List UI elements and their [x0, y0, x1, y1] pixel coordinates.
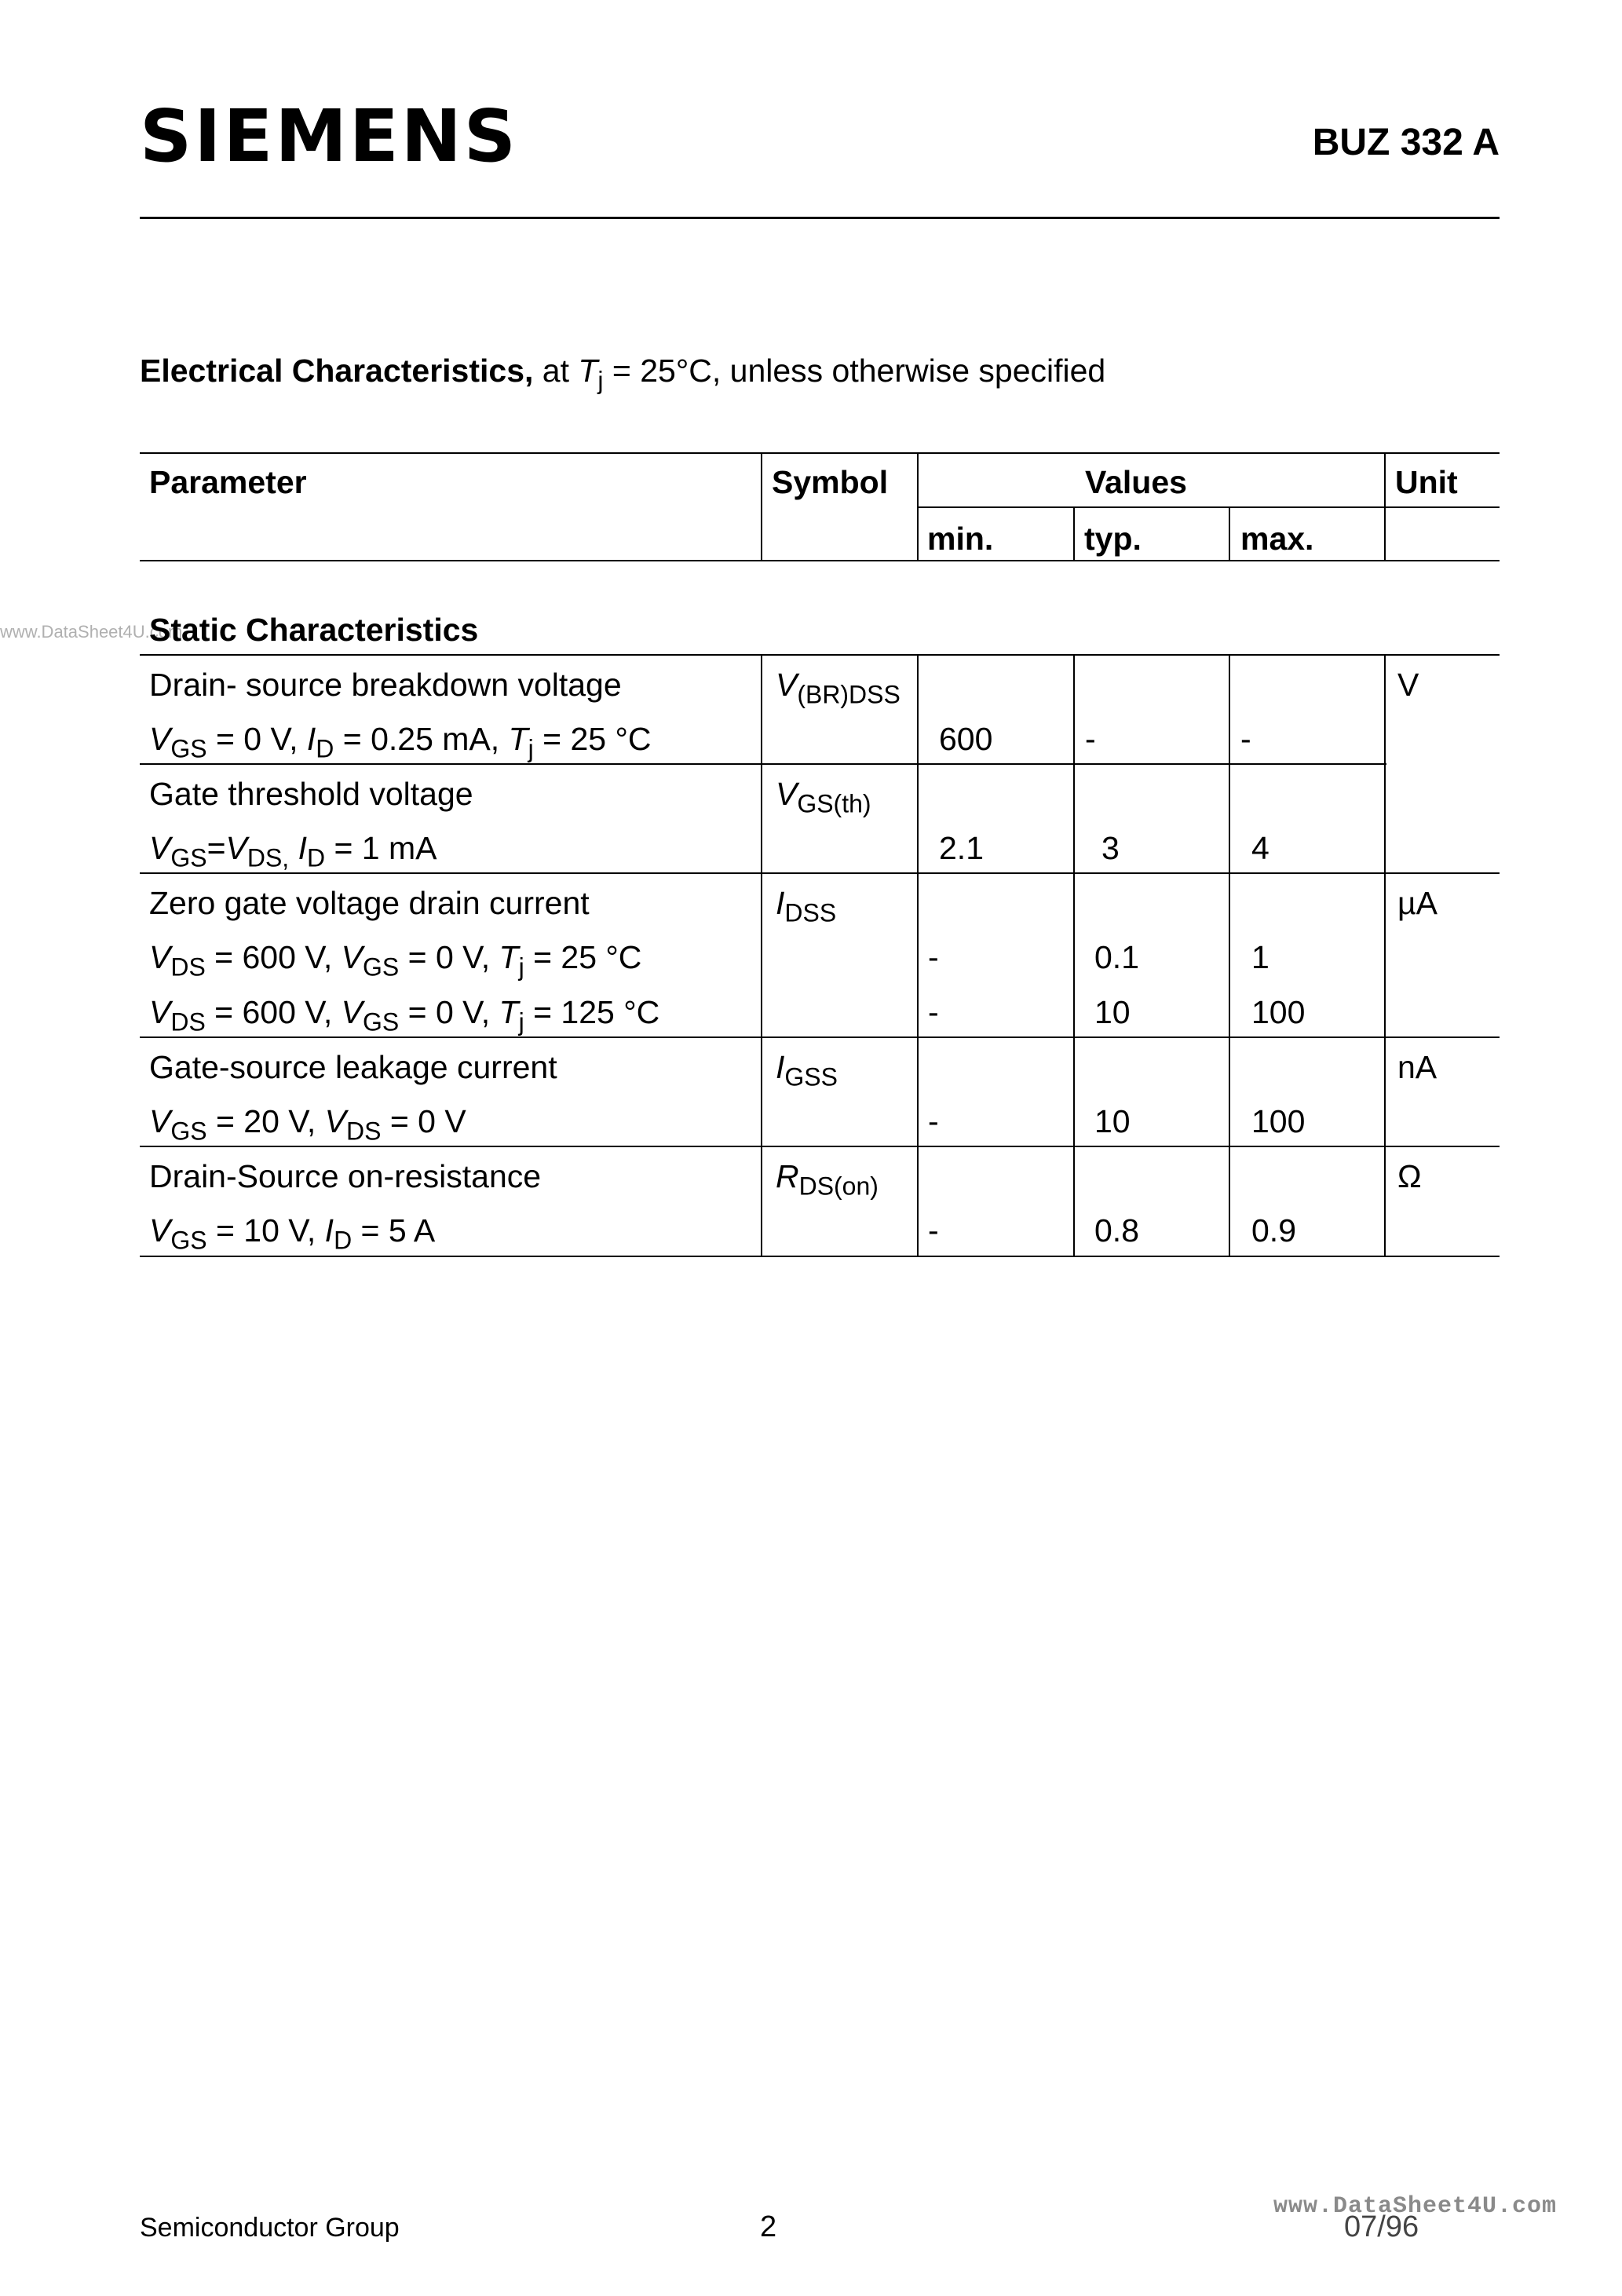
value-min: - — [928, 1212, 939, 1249]
header-values: Values — [1085, 464, 1187, 500]
value-max: 0.9 — [1251, 1212, 1296, 1249]
row-unit: µA — [1397, 885, 1438, 921]
symbol-sub: DSS — [784, 898, 837, 927]
values-sub-rule — [919, 506, 1500, 508]
value-typ: 3 — [1101, 830, 1120, 866]
footer-page-number: 2 — [760, 2210, 777, 2243]
symbol-main: V — [776, 776, 798, 812]
header-vline-typ — [1073, 506, 1075, 561]
row-rule-5 — [140, 1256, 1500, 1257]
row-param: Gate threshold voltage — [149, 776, 473, 812]
footer-date: 07/96 — [1344, 2210, 1419, 2243]
symbol-main: R — [776, 1158, 799, 1194]
title-tvar: T — [578, 353, 598, 389]
row-rule-3 — [140, 1036, 1500, 1038]
row-symbol — [776, 1158, 879, 1201]
header-vline-symbol — [761, 452, 762, 561]
condition: $V_{GS}=V_{DS,}$ $I_D = 1$ mA — [149, 830, 437, 872]
body-vline-max — [1229, 654, 1230, 1257]
symbol-sub: GSS — [784, 1062, 838, 1091]
symbol-sub: (BR)DSS — [797, 680, 901, 709]
symbol-main: V — [776, 667, 798, 703]
value-max: - — [1240, 721, 1251, 757]
symbol-main: I — [776, 1049, 785, 1085]
condition: $V_{DS} = 600$ V, $V_{GS} = 0$ V, $T_j = 125$ °C — [149, 994, 660, 1036]
value-max: 1 — [1251, 939, 1269, 975]
value-min: - — [928, 994, 939, 1030]
symbol-main: I — [776, 885, 785, 921]
header-unit: Unit — [1395, 464, 1458, 500]
condition: $V_{GS} = 10$ V, $I_D = 5$ A — [149, 1212, 436, 1255]
body-vline-unit — [1384, 654, 1386, 1257]
value-max: 100 — [1251, 994, 1306, 1030]
header-rule — [140, 217, 1500, 219]
row-param: Gate-source leakage current — [149, 1049, 557, 1085]
row-param: Zero gate voltage drain current — [149, 885, 590, 921]
row-symbol — [776, 667, 901, 709]
value-min: - — [928, 1103, 939, 1139]
row-unit: V — [1397, 667, 1419, 703]
row-rule-1 — [140, 763, 1386, 765]
row-rule-2 — [140, 872, 1500, 874]
condition: $V_{GS} = 20$ V, $V_{DS} = 0$ V — [149, 1103, 466, 1146]
header-typ: typ. — [1084, 521, 1142, 557]
row-symbol — [776, 776, 871, 818]
row-symbol — [776, 885, 837, 927]
header-vline-max — [1229, 506, 1230, 561]
watermark-left: www.DataSheet4U.com — [0, 622, 183, 642]
value-min: - — [928, 939, 939, 975]
header-vline-unit — [1384, 452, 1386, 561]
value-typ: 0.1 — [1094, 939, 1139, 975]
header-min: min. — [927, 521, 994, 557]
condition: $V_{DS} = 600$ V, $V_{GS} = 0$ V, $T_j = 25$ °C — [149, 939, 642, 982]
value-typ: 10 — [1094, 1103, 1131, 1139]
title-suffix: = 25°C, unless otherwise specified — [603, 353, 1106, 389]
value-typ: - — [1085, 721, 1096, 757]
row-unit: nA — [1397, 1049, 1438, 1085]
row-param: Drain-Source on-resistance — [149, 1158, 542, 1194]
condition: $V_{GS} = 0$ V, $I_D = 0.25$ mA, $T_j = 25$ °C — [149, 721, 652, 763]
watermark-right: www.DataSheet4U.com — [1273, 2193, 1558, 2220]
value-min: 2.1 — [939, 830, 984, 866]
body-vline-min — [917, 654, 919, 1257]
header-max: max. — [1240, 521, 1314, 557]
value-typ: 10 — [1094, 994, 1131, 1030]
row-param: Drain- source breakdown voltage — [149, 667, 622, 703]
part-number: BUZ 332 A — [1312, 122, 1500, 163]
symbol-sub: GS(th) — [797, 789, 871, 818]
body-vline-typ — [1073, 654, 1075, 1257]
header-parameter: Parameter — [149, 464, 307, 500]
section-static: Static Characteristics — [149, 612, 479, 648]
siemens-logo: SIEMENS — [140, 94, 518, 178]
value-max: 4 — [1251, 830, 1269, 866]
body-vline-symbol — [761, 654, 762, 1257]
row-unit: Ω — [1397, 1158, 1422, 1194]
header-symbol: Symbol — [772, 464, 889, 500]
section-rule — [140, 654, 1500, 656]
value-typ: 0.8 — [1094, 1212, 1139, 1249]
symbol-sub: DS(on) — [798, 1172, 879, 1201]
row-rule-4 — [140, 1146, 1500, 1147]
table-top-rule — [140, 452, 1500, 454]
header-vline-values — [917, 452, 919, 561]
value-min: 600 — [939, 721, 993, 757]
header-bottom-rule — [140, 560, 1500, 561]
title-bold: Electrical Characteristics, — [140, 353, 534, 389]
footer-group: Semiconductor Group — [140, 2213, 400, 2243]
section-title — [140, 352, 1106, 395]
title-prefix: at — [533, 353, 579, 389]
value-max: 100 — [1251, 1103, 1306, 1139]
title-tsub: j — [597, 366, 604, 395]
row-symbol — [776, 1049, 838, 1091]
